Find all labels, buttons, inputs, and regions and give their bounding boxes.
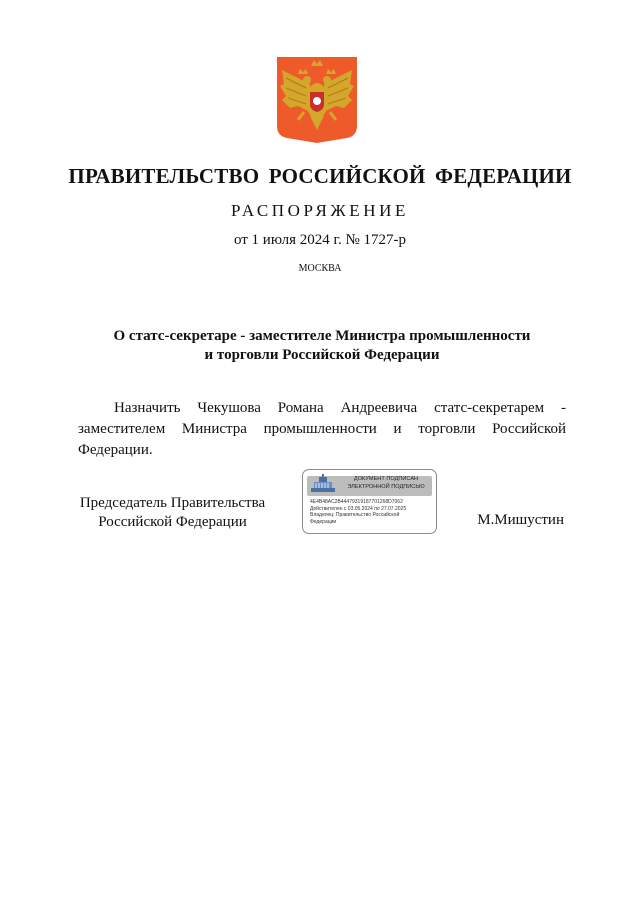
stamp-title (337, 476, 435, 491)
document-date-number: от 1 июля 2024 г. № 1727-р (233, 232, 407, 248)
government-title: ПРАВИТЕЛЬСТВО РОССИЙСКОЙ ФЕДЕРАЦИИ (68, 164, 572, 188)
position-line-1: Председатель Правительства (79, 495, 266, 511)
subject-line-2: и торговли Российской Федерации (204, 347, 440, 363)
signatory-name: М.Мишустин (477, 512, 564, 528)
document-subject (78, 327, 566, 365)
government-building-icon (309, 474, 337, 494)
stamp-details (310, 499, 435, 525)
subject-line-1: О статс-секретаре - заместителе Министра промышленности (113, 328, 531, 344)
russian-coat-of-arms-icon (276, 56, 358, 144)
stamp-validity: Действителен с 03.05.2024 по 27.07.2025 (310, 506, 407, 512)
document-city: МОСКВА (298, 263, 342, 274)
stamp-title-line-1: ДОКУМЕНТ ПОДПИСАН (353, 476, 419, 482)
coat-of-arms-emblem (276, 56, 358, 144)
stamp-certificate: 4E4B48AC2B44479319187701268D7062 (310, 499, 403, 505)
electronic-signature-stamp (302, 469, 437, 534)
order-text: Назначить Чекушова Романа Андреевича статс-секретарем - заместителем Министра промышленности и торговли Российской Федерации. (78, 400, 566, 458)
position-line-2: Российской Федерации (98, 514, 247, 530)
signatory-position (70, 494, 275, 532)
stamp-title-line-2: ЭЛЕКТРОННОЙ ПОДПИСЬЮ (347, 483, 425, 490)
stamp-owner-line-2: Федерации (310, 518, 337, 525)
document-type: РАСПОРЯЖЕНИЕ (230, 201, 410, 220)
stamp-owner-line-1: Владелец: Правительство Российской (310, 512, 400, 518)
